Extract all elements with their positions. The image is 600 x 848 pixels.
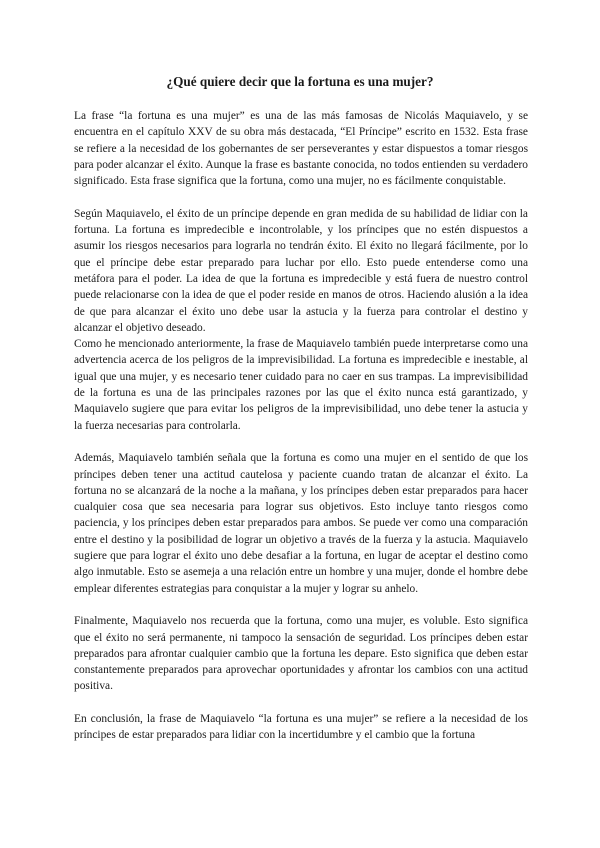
paragraph-1: La frase “la fortuna es una mujer” es una de las más famosas de Nicolás Maquiavelo, y se encuentra en el capítulo XXV de su obra más destacada, “El Príncipe” escrito en 1532. Esta frase se refiere a la necesidad de los gobernantes de ser perseverantes y estar dispuestos a tomar riesgos para poder alcanzar el éxito. Aunque la frase es bastante conocida, no todos entienden su verdadero significado. Esta frase significa que la fortuna, como una mujer, no es fácilmente conquistable. xyxy=(74,110,528,188)
paragraph-2: Según Maquiavelo, el éxito de un príncipe depende en gran medida de su habilidad de lidiar con la fortuna. La fortuna es impredecible e incontrolable, y los príncipes que no estén dispuestos a asumir los riesgos necesarios para lograrla no tendrán éxito. El éxito no llegará fácilmente, por lo que el príncipe debe estar preparado para luchar por ello. Esto puede entenderse como una metáfora para el poder. La idea de que la fortuna es impredecible y está fuera de nuestro control puede relacionarse con la idea de que el poder reside en manos de otros. Haciendo alusión a la idea de que para alcanzar el éxito uno debe usar la astucia y la fuerza para controlar el destino y alcanzar el objetivo deseado. xyxy=(74,207,528,334)
paragraph-spacer xyxy=(74,597,528,613)
paragraph-6: En conclusión, la frase de Maquiavelo “la fortuna es una mujer” se refiere a la necesidad de los príncipes de estar preparados para lidiar con la incertidumbre y el cambio que la fortuna xyxy=(74,712,528,742)
paragraph-spacer xyxy=(74,189,528,205)
paragraph-spacer xyxy=(74,434,528,450)
paragraph-4: Además, Maquiavelo también señala que la fortuna es como una mujer en el sentido de que los príncipes deben tener una actitud cautelosa y paciente cuando tratan de alcanzar el éxito. La fortuna no se alcanzará de la noche a la mañana, y los príncipes deben estar preparados para hacer cualquier cosa que sea necesaria para lograr sus objetivos. Esto incluye tanto riesgos como paciencia, y los príncipes deben estar preparados para ambos. Se puede ver como una comparación entre el destino y la posibilidad de lograr un objetivo a través de la fuerza y la astucia. Maquiavelo sugiere que para lograr el éxito uno debe desafiar a la fortuna, en lugar de aceptar el destino como algo inmutable. Esto se asemeja a una relación entre un hombre y una mujer, donde el hombre debe emplear diferentes estrategias para conquistar a la mujer y lograr su anhelo. xyxy=(74,452,528,595)
paragraph-3: Como he mencionado anteriormente, la frase de Maquiavelo también puede interpretarse como una advertencia acerca de los peligros de la imprevisibilidad. La fortuna es impredecible e inestable, al igual que una mujer, y es necesario tener cuidado para no caer en sus trampas. La imprevisibilidad de la fortuna es una de las principales razones por las que el éxito nunca está garantizado, y Maquiavelo sugiere que para evitar los peligros de la imprevisibilidad, uno debe tener la astucia y la fuerza necesarias para controlarla. xyxy=(74,338,528,432)
document-title: ¿Qué quiere decir que la fortuna es una mujer? xyxy=(166,74,434,89)
paragraph-5: Finalmente, Maquiavelo nos recuerda que la fortuna, como una mujer, es voluble. Esto significa que el éxito no será permanente, ni tampoco la sensación de seguridad. Los príncipes deben estar preparados para afrontar cualquier cambio que la fortuna les depare. Esto significa que deben estar constantemente preparados para aprovechar oportunidades y afrontar los cambios con una actitud positiva. xyxy=(74,615,528,693)
paragraph-spacer xyxy=(74,695,528,711)
document-body xyxy=(74,108,528,744)
